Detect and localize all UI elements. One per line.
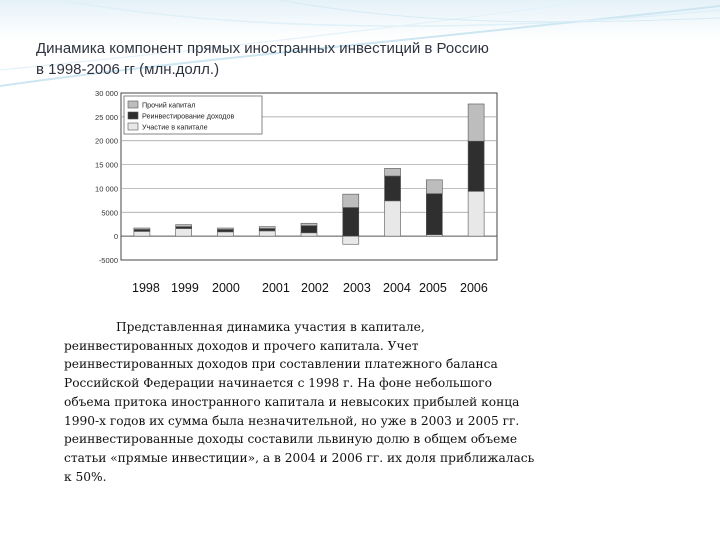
legend-label: Прочий капитал [142,100,196,110]
title-line-2: в 1998-2006 гг (млн.долл.) [36,61,220,78]
x-tick-label: 2003 [343,281,371,295]
x-tick-label: 2001 [262,281,290,295]
bar-2005-series-2 [426,180,442,194]
paragraph-line: реинвестированных доходов при составлении платежного баланса [64,357,498,372]
legend-label: Реинвестирование доходов [142,111,235,121]
bar-2002-series-0 [301,233,317,236]
bar-2000-series-0 [217,232,233,236]
legend-swatch [128,112,138,119]
paragraph-line: объема притока иностранного капитала и невысоких прибылей конца [64,394,520,409]
bar-2001-series-2 [259,227,275,229]
paragraph-line: Российской Федерации начинается с 1998 г. На фоне небольшого [64,376,492,391]
y-tick-label: 25 000 [95,112,118,122]
y-tick-label: 20 000 [95,136,118,146]
paragraph-line: 1990-х годов их сумма была незначительной, но уже в 2003 и 2005 гг. [64,413,520,428]
paragraph-line: реинвестированных доходов и прочего капитала. Учет [64,338,419,353]
bar-2006-series-1 [468,141,484,191]
y-tick-label: 0 [113,232,118,242]
bar-2004-series-0 [385,201,401,236]
paragraph-line: Представленная динамика участия в капитале, [116,320,425,334]
bar-1998-series-0 [134,231,150,236]
x-tick-label: 2005 [419,281,447,295]
bar-1999-series-2 [176,225,192,227]
bar-2003-series-1 [343,208,359,237]
bar-2004-series-2 [385,168,401,176]
x-tick-label: 1999 [171,281,199,295]
paragraph-line: статьи «прямые инвестиции», а в 2004 и 2006 гг. их доля приближалась [64,450,535,465]
bar-2001-series-0 [259,231,275,236]
bar-2006-series-2 [468,104,484,141]
legend-label: Участие в капитале [142,122,208,132]
x-tick-label: 1998 [132,281,160,295]
title-line-1: Динамика компонент прямых иностранных инвестиций в Россию [36,40,489,57]
bar-2003-series-0 [343,236,359,244]
bar-2003-series-2 [343,194,359,207]
legend-swatch [128,101,138,108]
x-tick-label: 2006 [460,281,488,295]
y-tick-label: 30 000 [95,89,118,98]
bar-2002-series-1 [301,226,317,233]
bar-2000-series-2 [217,228,233,229]
fdi-chart [84,84,504,269]
bar-2001-series-1 [259,229,275,231]
slide-title [36,38,636,80]
bar-1998-series-2 [134,228,150,229]
y-tick-label: 10 000 [95,184,118,194]
bar-2002-series-2 [301,223,317,225]
bar-2006-series-0 [468,191,484,236]
y-tick-label: 15 000 [95,160,118,170]
y-tick-label: 5000 [101,208,118,218]
paragraph-line: к 50%. [64,469,107,484]
category-axis-labels [128,281,508,297]
bar-2000-series-1 [217,229,233,231]
x-tick-label: 2002 [301,281,329,295]
description-paragraph [64,318,614,486]
x-tick-label: 2000 [212,281,240,295]
bar-2005-series-1 [426,194,442,235]
x-tick-label: 2004 [383,281,411,295]
legend-swatch [128,123,138,130]
bar-2004-series-1 [385,176,401,201]
y-tick-label: -5000 [98,256,118,265]
paragraph-line: реинвестированные доходы составили львиную долю в общем объеме [64,432,518,447]
bar-1999-series-0 [176,229,192,237]
